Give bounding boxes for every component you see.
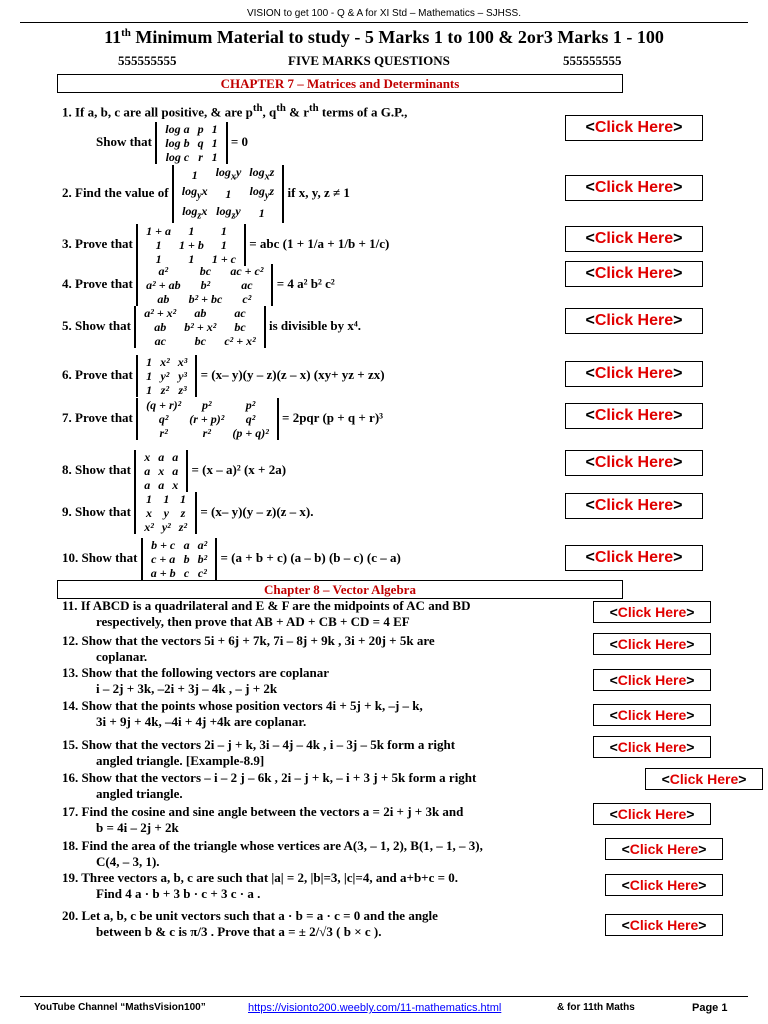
lhs: 5. Show that	[62, 317, 135, 333]
page-title	[0, 27, 768, 48]
button-gt: >	[698, 841, 707, 857]
button-lt: <	[609, 707, 618, 723]
question-line: Find 4 a · b + 3 b · c + 3 c · a .	[96, 886, 261, 901]
question-line: i – 2j + 3k, –2i + 3j – 4k , – j + 2k	[96, 681, 278, 696]
button-label: Click Here	[594, 365, 674, 382]
left-code: 555555555	[118, 53, 177, 68]
button-label: Click Here	[617, 672, 687, 688]
button-label: Click Here	[594, 230, 674, 247]
button-label: Click Here	[594, 454, 674, 471]
click-here-button[interactable]	[565, 261, 703, 287]
lhs: 10. Show that	[62, 549, 141, 565]
right-code: 555555555	[563, 53, 622, 68]
button-lt: <	[585, 119, 595, 136]
q-text: , q	[262, 104, 277, 120]
lhs: 2. Find the value of	[62, 185, 172, 201]
q-text: terms of a G.P.,	[318, 104, 408, 120]
button-lt: <	[609, 636, 618, 652]
button-lt: <	[585, 549, 595, 566]
button-lt: <	[585, 312, 595, 329]
determinant: 1 $\log_xy$ $\log_xz$ $\log_yx$ 1 $\log_yz$ $\log_zx$ $\log_zy$ 1	[172, 165, 284, 223]
rhs: = 0	[227, 134, 249, 150]
question-19	[62, 870, 458, 902]
click-here-button[interactable]	[605, 874, 723, 896]
question-line: 1. If a, b, c are all positive, & are $p^{th}$, $q^{th}$ & $r^{th}$ terms of a G.P.,	[62, 102, 408, 120]
question-line: 18. Find the area of the triangle whose vertices are A(3, – 1, 2), B(1, – 1, – 3),	[62, 838, 483, 853]
button-lt: <	[585, 230, 595, 247]
question-line	[96, 122, 407, 164]
question-line: coplanar.	[96, 649, 148, 664]
button-gt: >	[686, 739, 695, 755]
lhs: 9. Show that	[62, 503, 135, 519]
question-11	[62, 598, 470, 630]
question-13	[62, 665, 329, 697]
title-sup: th	[121, 27, 131, 39]
rhs: = (a + b + c) (a – b) (b – c) (c – a)	[217, 549, 401, 565]
click-here-button[interactable]	[565, 308, 703, 334]
click-here-button[interactable]	[565, 226, 703, 252]
button-lt: <	[609, 672, 618, 688]
click-here-button[interactable]	[565, 493, 703, 519]
button-gt: >	[673, 179, 683, 196]
click-here-button[interactable]	[593, 669, 711, 691]
button-lt: <	[585, 497, 595, 514]
click-here-button[interactable]	[593, 803, 711, 825]
question-line: angled triangle.	[96, 786, 183, 801]
click-here-button[interactable]	[645, 768, 763, 790]
chapter-8-heading: Chapter 8 – Vector Algebra	[57, 580, 623, 599]
button-lt: <	[585, 265, 595, 282]
button-label: Click Here	[594, 265, 674, 282]
lhs: 6. Prove that	[62, 366, 137, 382]
determinant: a² bc ac + c² a² + ab b² ac ab b² + bc c²	[136, 264, 273, 306]
question-10	[62, 538, 401, 580]
sup-text: th	[252, 102, 263, 114]
question-1	[62, 100, 407, 164]
q-text: & r	[285, 104, 310, 120]
click-here-button[interactable]	[565, 450, 703, 476]
question-9	[62, 492, 314, 534]
rhs: = (x – a)² (x + 2a)	[188, 461, 287, 477]
button-label: Click Here	[629, 877, 699, 893]
chapter-7-heading: CHAPTER 7 – Matrices and Determinants	[57, 74, 623, 93]
question-8	[62, 450, 286, 492]
button-label: Click Here	[617, 707, 687, 723]
lhs: 7. Prove that	[62, 409, 137, 425]
click-here-button[interactable]	[593, 736, 711, 758]
question-line: 13. Show that the following vectors are coplanar	[62, 665, 329, 680]
question-4	[62, 264, 335, 306]
button-gt: >	[673, 365, 683, 382]
button-lt: <	[585, 365, 595, 382]
footer-rule	[20, 996, 748, 997]
button-gt: >	[738, 771, 747, 787]
determinant: x a a a x a a a x	[134, 450, 188, 492]
question-14	[62, 698, 423, 730]
question-line: b = 4i – 2j + 2k	[96, 820, 179, 835]
click-here-button[interactable]	[593, 601, 711, 623]
header-rule	[20, 22, 748, 23]
determinant: 1 1 1 x y z x² y² z²	[134, 492, 197, 534]
click-here-button[interactable]	[565, 403, 703, 429]
rhs: = (x– y)(y – z)(z – x).	[197, 503, 314, 519]
button-lt: <	[609, 604, 618, 620]
button-gt: >	[673, 407, 683, 424]
click-here-button[interactable]	[593, 633, 711, 655]
rhs: = (x– y)(y – z)(z – x) (xy+ yz + zx)	[197, 366, 385, 382]
button-label: Click Here	[594, 549, 674, 566]
question-7	[62, 398, 383, 440]
click-here-button[interactable]	[565, 115, 703, 141]
button-gt: >	[673, 497, 683, 514]
sup-text: th	[309, 102, 319, 114]
button-label: Click Here	[617, 806, 687, 822]
question-line: between b & c is π/3 . Prove that a = ± 2/√3 ( b × c ).	[96, 924, 382, 939]
determinant: 1 x² x³ 1 y² y³ 1 z² z³	[136, 355, 197, 397]
question-line: angled triangle. [Example-8.9]	[96, 753, 265, 768]
question-16	[62, 770, 476, 802]
sup-text: th	[276, 102, 286, 114]
question-line: 15. Show that the vectors 2i – j + k, 3i – 4j – 4k , i – 3j – 5k form a right	[62, 737, 456, 752]
title-post: Minimum Material to study - 5 Marks 1 to 100 & 2or3 Marks 1 - 100	[130, 27, 664, 47]
button-gt: >	[686, 672, 695, 688]
button-label: Click Here	[617, 739, 687, 755]
determinant: a² + x² ab ac ab b² + x² bc ac bc c² + x²	[134, 306, 265, 348]
button-lt: <	[585, 407, 595, 424]
button-lt: <	[609, 806, 618, 822]
button-label: Click Here	[594, 407, 674, 424]
running-header: VISION to get 100 - Q & A for XI Std – Mathematics – SJHSS.	[246, 8, 521, 19]
button-gt: >	[686, 806, 695, 822]
button-gt: >	[673, 119, 683, 136]
click-here-button[interactable]	[593, 704, 711, 726]
button-label: Click Here	[617, 604, 687, 620]
determinant: (q + r)² p² p² q² (r + p)² q² r² r² (p + q)²	[136, 398, 279, 440]
lhs: 8. Show that	[62, 461, 135, 477]
click-here-button[interactable]	[565, 545, 703, 571]
question-3	[62, 224, 389, 266]
button-gt: >	[673, 265, 683, 282]
button-label: Click Here	[594, 119, 674, 136]
button-gt: >	[698, 877, 707, 893]
rhs: is divisible by x⁴.	[265, 317, 361, 333]
determinant: 1 + a 1 1 1 1 + b 1 1 1 1 + c	[136, 224, 246, 266]
button-lt: <	[585, 454, 595, 471]
question-5	[62, 306, 361, 348]
question-6	[62, 355, 385, 397]
question-line: respectively, then prove that AB + AD + CB + CD = 4 EF	[96, 614, 410, 629]
youtube-channel: YouTube Channel “MathsVision100”	[34, 1002, 206, 1013]
question-2	[62, 165, 350, 223]
footer-for: & for 11th Maths	[557, 1002, 635, 1013]
click-here-button[interactable]	[605, 838, 723, 860]
question-line: 11. If ABCD is a quadrilateral and E & F are the midpoints of AC and BD	[62, 598, 471, 613]
button-gt: >	[673, 549, 683, 566]
page-number: Page 1	[692, 1002, 728, 1014]
button-lt: <	[585, 179, 595, 196]
button-gt: >	[673, 230, 683, 247]
button-lt: <	[621, 841, 630, 857]
lhs: 3. Prove that	[62, 235, 137, 251]
title-pre: 11	[104, 27, 122, 47]
button-label: Click Here	[594, 312, 674, 329]
question-20	[62, 908, 438, 940]
show-that: Show that	[96, 134, 156, 150]
question-line: 19. Three vectors a, b, c are such that |a| = 2, |b|=3, |c|=4, and a+b+c = 0.	[62, 870, 459, 885]
question-line: 20. Let a, b, c be unit vectors such that a · b = a · c = 0 and the angle	[62, 908, 438, 923]
button-label: Click Here	[629, 917, 699, 933]
button-label: Click Here	[629, 841, 699, 857]
rhs: = 2pqr (p + q + r)³	[278, 409, 384, 425]
question-line: 12. Show that the vectors 5i + 6j + 7k, 7i – 8j + 9k , 3i + 20j + 5k are	[62, 633, 435, 648]
rhs: = 4 a² b² c²	[273, 275, 335, 291]
click-here-button[interactable]	[565, 361, 703, 387]
rhs: if x, y, z ≠ 1	[284, 185, 350, 201]
button-lt: <	[661, 771, 670, 787]
button-gt: >	[686, 707, 695, 723]
question-17	[62, 804, 463, 836]
question-line: 14. Show that the points whose position vectors 4i + 5j + k, –j – k,	[62, 698, 423, 713]
button-gt: >	[673, 454, 683, 471]
question-15	[62, 737, 455, 769]
question-line: 3i + 9j + 4k, –4i + 4j +4k are coplanar.	[96, 714, 307, 729]
button-gt: >	[686, 636, 695, 652]
button-label: Click Here	[594, 497, 674, 514]
question-line: 17. Find the cosine and sine angle between the vectors a = 2i + j + 3k and	[62, 804, 464, 819]
click-here-button[interactable]	[565, 175, 703, 201]
button-lt: <	[609, 739, 618, 755]
button-gt: >	[673, 312, 683, 329]
determinant: b + c a a² c + a b b² a + b c c²	[141, 538, 217, 580]
button-gt: >	[698, 917, 707, 933]
question-line: C(4, – 3, 1).	[96, 854, 160, 869]
button-lt: <	[621, 877, 630, 893]
question-line: 16. Show that the vectors – i – 2 j – 6k , 2i – j + k, – i + 3 j + 5k form a right	[62, 770, 477, 785]
click-here-button[interactable]	[605, 914, 723, 936]
question-12	[62, 633, 435, 665]
lhs: 4. Prove that	[62, 275, 137, 291]
website-link[interactable]: https://visionto200.weebly.com/11-mathematics.html	[248, 1002, 502, 1014]
button-label: Click Here	[669, 771, 739, 787]
rhs: = abc (1 + 1/a + 1/b + 1/c)	[246, 235, 390, 251]
button-lt: <	[621, 917, 630, 933]
determinant: log a p 1 log b q 1 log c r 1	[155, 122, 227, 164]
button-label: Click Here	[617, 636, 687, 652]
question-18	[62, 838, 483, 870]
section-title: FIVE MARKS QUESTIONS	[288, 53, 450, 68]
button-gt: >	[686, 604, 695, 620]
button-label: Click Here	[594, 179, 674, 196]
